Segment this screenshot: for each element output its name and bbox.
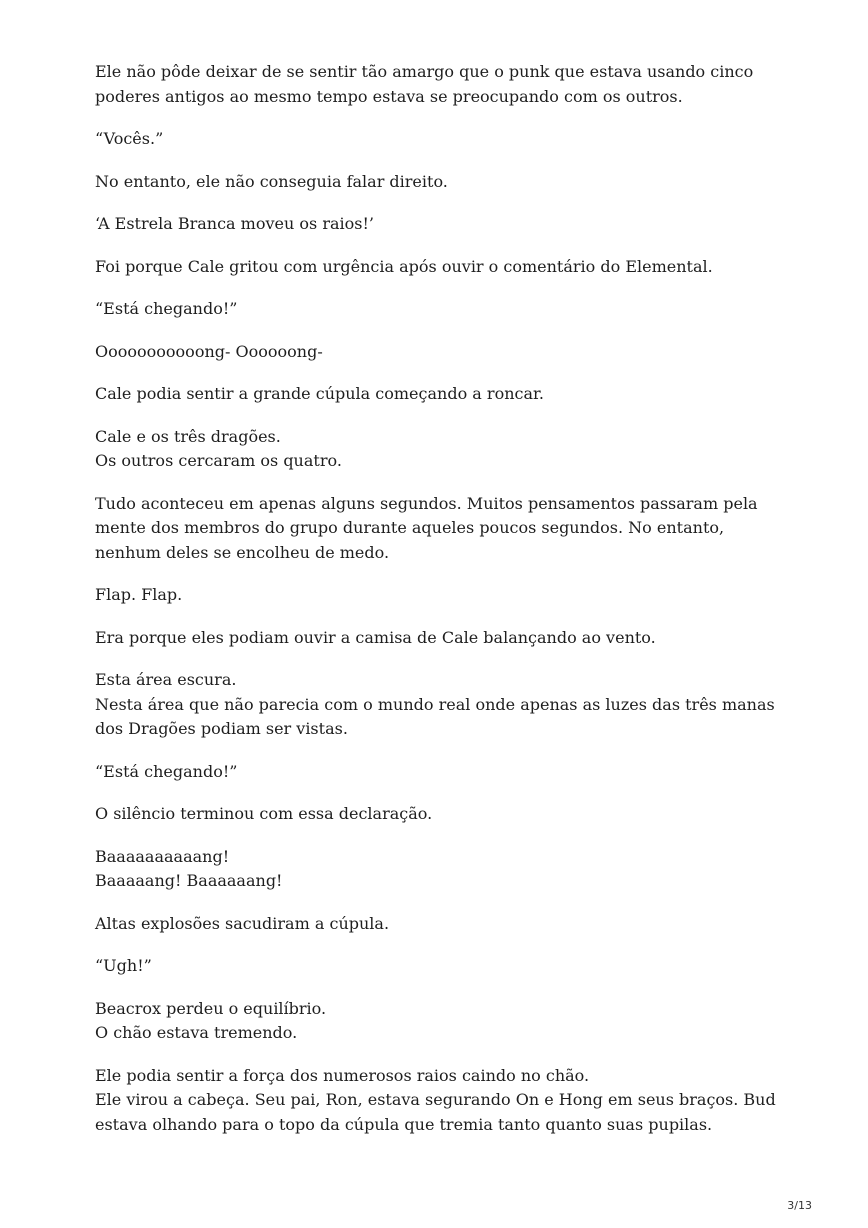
paragraph: “Vocês.” [95, 129, 164, 148]
paragraph: Ele podia sentir a força dos numerosos raios caindo no chão. Ele virou a cabeça. Seu pai, Ron, estava segurando On e Hong em seus braços. Bud estava olhando para o topo da cúpula que tremia tanto quanto suas pupilas. [95, 1065, 776, 1134]
paragraph: Beacrox perdeu o equilíbrio. O chão estava tremendo. [95, 998, 327, 1042]
paragraph: Era porque eles podiam ouvir a camisa de Cale balançando ao vento. [95, 627, 656, 647]
paragraph: “Está chegando!” [95, 299, 238, 318]
document-body [95, 60, 785, 1155]
paragraph: Ele não pôde deixar de se sentir tão amargo que o punk que estava usando cinco poderes antigos ao mesmo tempo estava se preocupando com os outros. [95, 62, 754, 106]
paragraph: Tudo aconteceu em apenas alguns segundos. Muitos pensamentos passaram pela mente dos membros do grupo durante aqueles poucos segundos. No entanto, nenhum deles se encolheu de medo. [95, 493, 758, 562]
paragraph: Foi porque Cale gritou com urgência após ouvir o comentário do Elemental. [95, 256, 713, 276]
page-number: 3/13 [787, 1199, 812, 1212]
paragraph: Cale podia sentir a grande cúpula começando a roncar. [95, 384, 544, 403]
paragraph: Ooooooooooong- Oooooong- [95, 341, 323, 361]
paragraph: Esta área escura. Nesta área que não parecia com o mundo real onde apenas as luzes das três manas dos Dragões podiam ser vistas. [95, 670, 775, 738]
paragraph: Altas explosões sacudiram a cúpula. [95, 913, 390, 933]
paragraph: Baaaaaaaaaang! Baaaaang! Baaaaaang! [95, 846, 283, 890]
paragraph: “Ugh!” [95, 956, 152, 975]
paragraph: O silêncio terminou com essa declaração. [95, 804, 433, 823]
paragraph: Flap. Flap. [95, 585, 183, 604]
paragraph: “Está chegando!” [95, 761, 238, 781]
paragraph: Cale e os três dragões. Os outros cercaram os quatro. [95, 426, 342, 470]
paragraph: No entanto, ele não conseguia falar direito. [95, 171, 448, 191]
paragraph: ‘A Estrela Branca moveu os raios!’ [95, 214, 374, 233]
